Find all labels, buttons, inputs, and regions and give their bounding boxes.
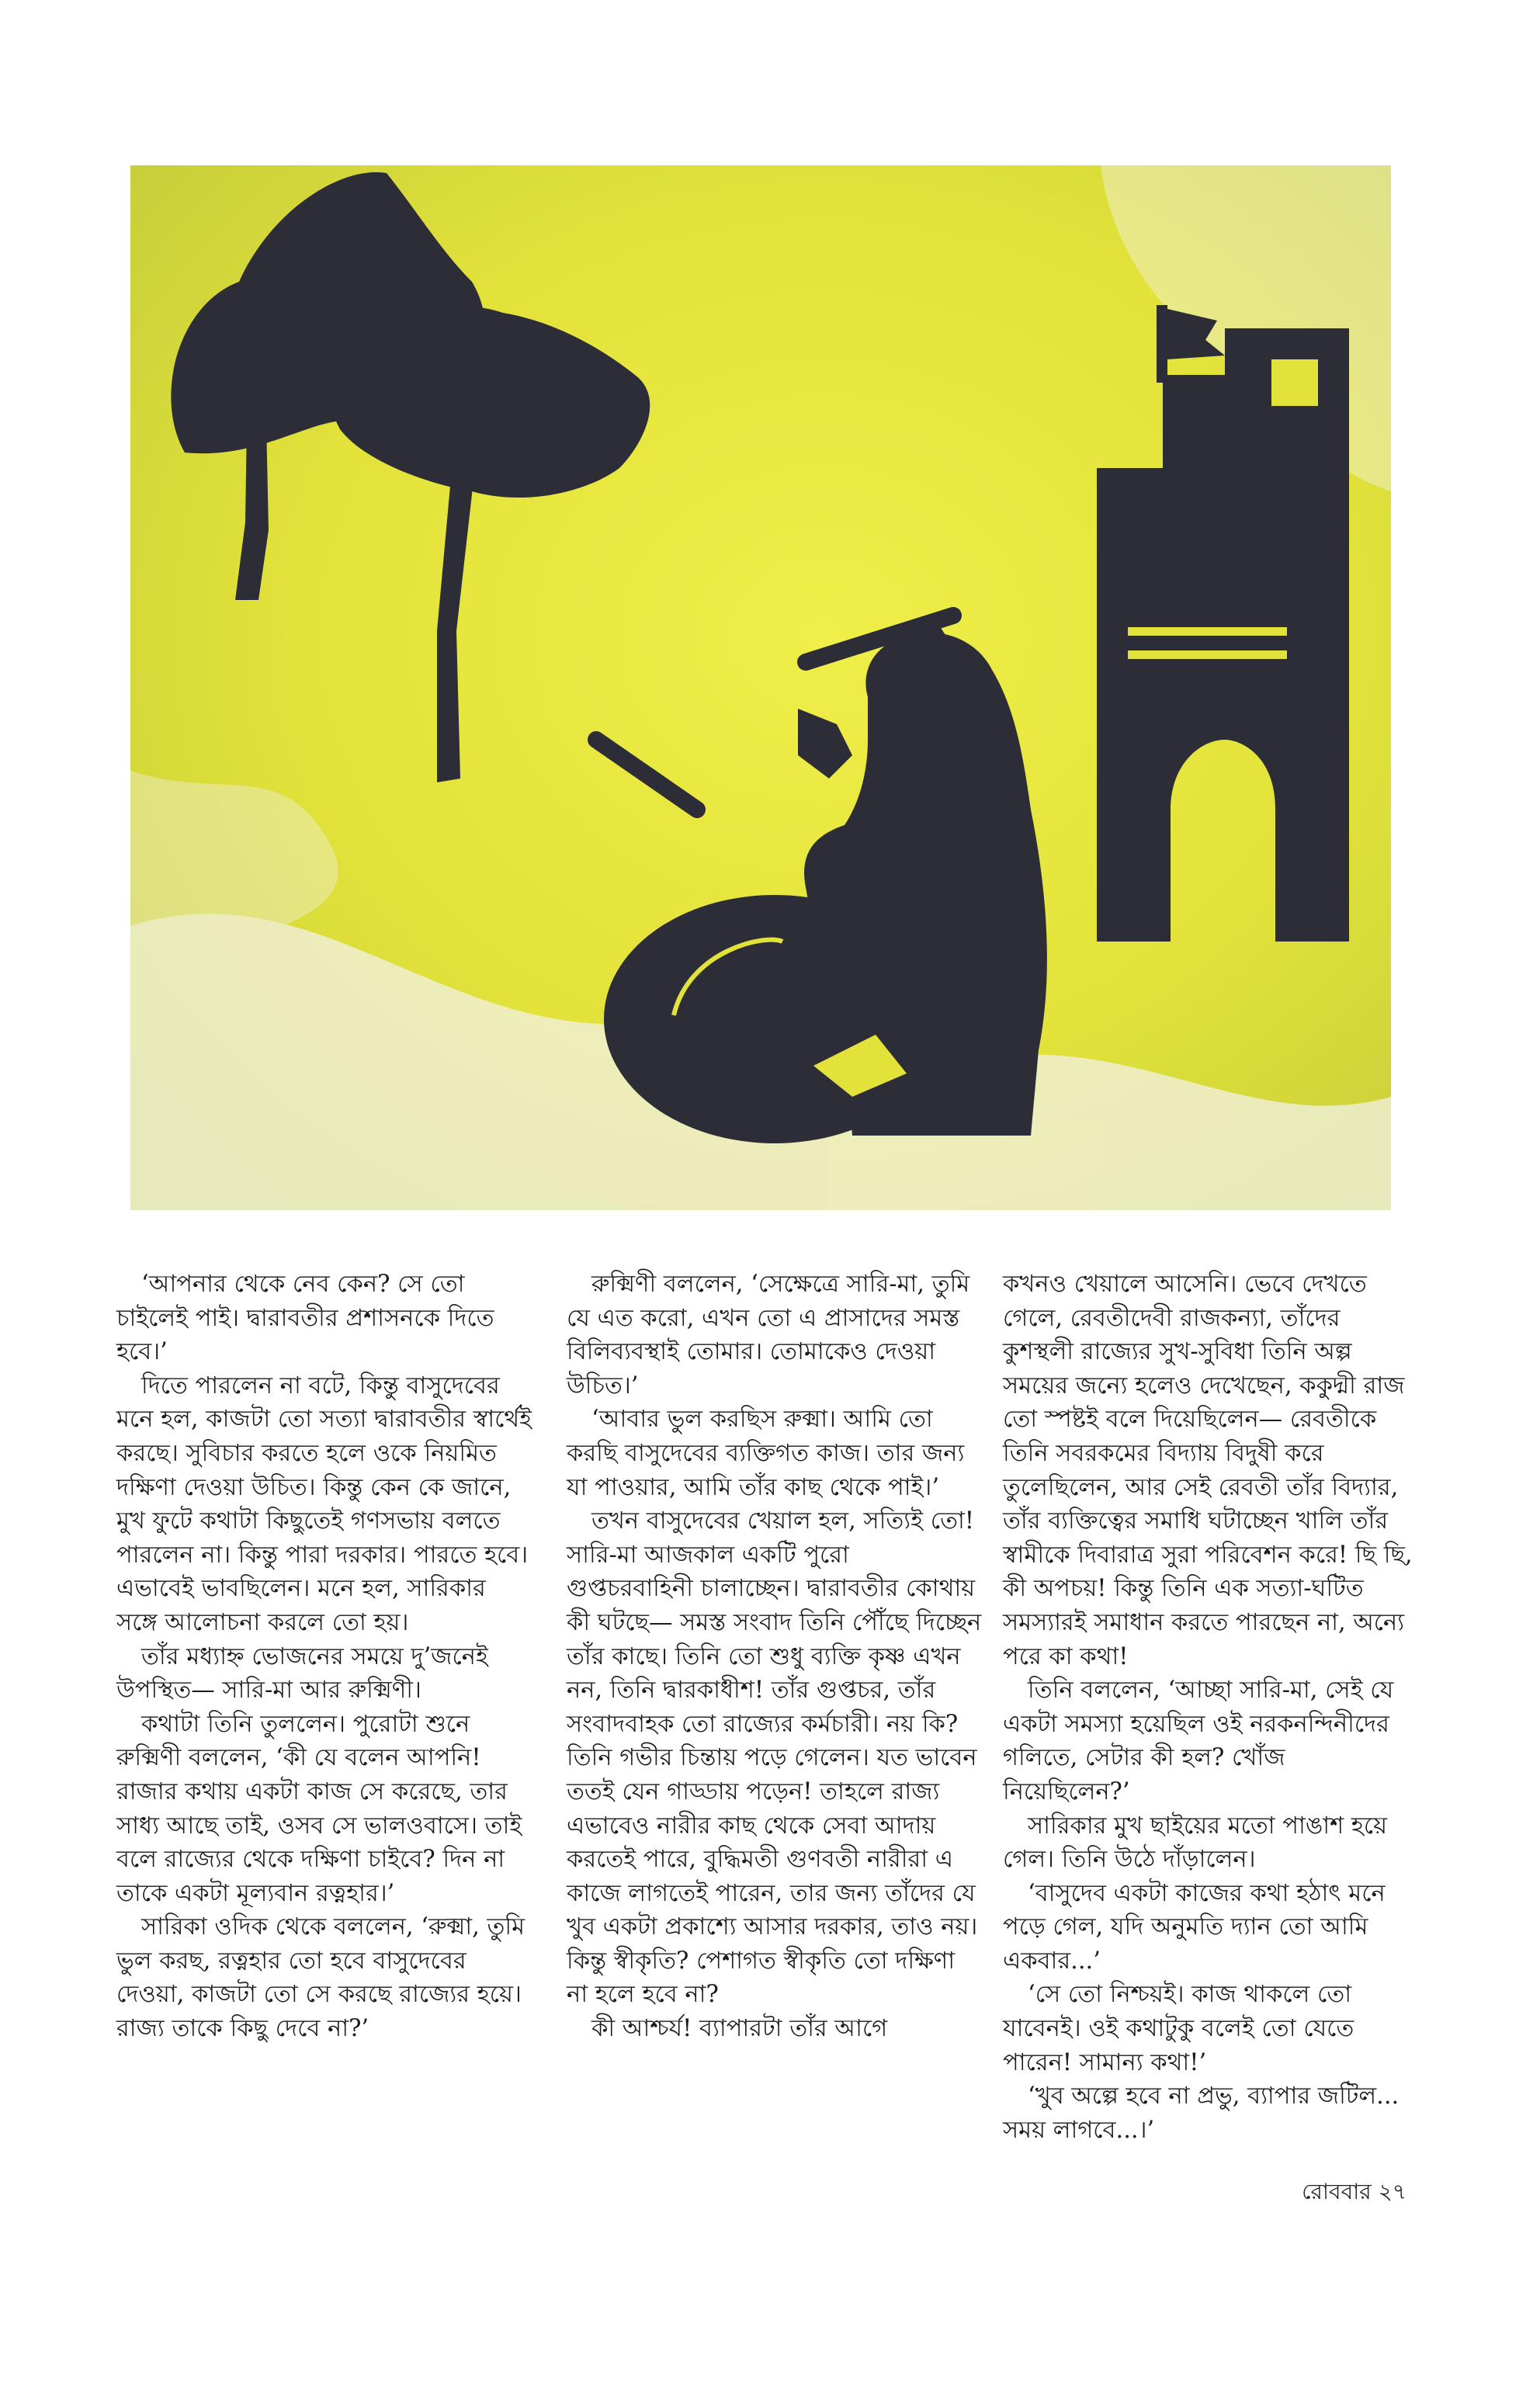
page-footer: রোববার ২৭ xyxy=(1302,2179,1406,2204)
paragraph: কী আশ্চর্য! ব্যাপারটা তাঁর আগে xyxy=(591,2015,888,2043)
text-column-2 xyxy=(567,1268,982,2046)
paragraph: ‘বাসুদেব একটা কাজের কথা হঠাৎ মনে পড়ে গেল, যদি অনুমতি দ্যান তো আমি একবার...’ xyxy=(1003,1879,1386,1975)
paragraph: রুক্মিণী বললেন, ‘সেক্ষেত্রে সারি-মা, তুমি যে এত করো, এখন তো এ প্রাসাদের সমস্ত বিলিব্যবস্থাই তোমার। তোমাকেও দেওয়া উচিত।’ xyxy=(567,1271,970,1399)
paragraph: কখনও খেয়ালে আসেনি। ভেবে দেখতে গেলে, রেবতীদেবী রাজকন্যা, তাঁদের কুশস্থলী রাজ্যের সুখ-সুবিধা তিনি অল্প সময়ের জন্যে হলেও দেখেছেন, ককুদ্মী রাজ তো স্পষ্টই বলে দিয়েছিলেন— রেবতীকে তিনি সবরকমের বিদ্যায় বিদুষী করে তুলেছিলেন, আর সেই রেবতী তাঁর বিদ্যার, তাঁর ব্যক্তিত্বের সমাধি ঘটাচ্ছেন খালি তাঁর স্বামীকে দিবারাত্র সুরা পরিবেশন করে! ছি ছি, কী অপচয়! কিন্তু তিনি এক সত্যা-ঘটিত সমস্যারই সমাধান করতে পারছেন না, অন্যে পরে কা কথা! xyxy=(1003,1271,1413,1670)
paragraph: কথাটা তিনি তুললেন। পুরোটা শুনে রুক্মিণী বললেন, ‘কী যে বলেন আপনি! রাজার কথায় একটা কাজ সে করেছে, তার সাধ্য আছে তাই, ওসব সে ভালওবাসে। তাই বলে রাজ্যের থেকে দক্ষিণা চাইবে? দিন না তাকে একটা মূল্যবান রত্নহার।’ xyxy=(116,1710,522,1907)
paragraph: সারিকা ওদিক থেকে বললেন, ‘রুক্মা, তুমি ভুল করছ, রত্নহার তো হবে বাসুদেবের দেওয়া, কাজটা তো সে করছে রাজ্যের হয়ে। রাজ্য তাকে কিছু দেবে না?’ xyxy=(116,1913,525,2043)
paragraph: সারিকার মুখ ছাইয়ের মতো পাঙাশ হয়ে গেল। তিনি উঠে দাঁড়ালেন। xyxy=(1003,1812,1388,1874)
paragraph: তাঁর মধ্যাহ্ন ভোজনের সময়ে দু’জনেই উপস্থিত— সারি-মা আর রুক্মিণী। xyxy=(116,1642,488,1705)
paragraph: তখন বাসুদেবের খেয়াল হল, সত্যিই তো! সারি-মা আজকাল একটি পুরো গুপ্তচরবাহিনী চালাচ্ছেন। দ্বারাবতীর কোথায় কী ঘটছে— সমস্ত সংবাদ তিনি পৌঁছে দিচ্ছেন তাঁর কাছে। তিনি তো শুধু ব্যক্তি কৃষ্ণ এখন নন, তিনি দ্বারকাধীশ! তাঁর গুপ্তচর, তাঁর সংবাদবাহক তো রাজ্যের কর্মচারী। নয় কি? তিনি গভীর চিন্তায় পড়ে গেলেন। যত ভাবেন ততই যেন গাড্ডায় পড়েন! তাহলে রাজ্য এভাবেও নারীর কাছ থেকে সেবা আদায় করতেই পারে, বুদ্ধিমতী গুণবতী নারীরা এ কাজে লাগতেই পারেন, তার জন্য তাঁদের যে খুব একটা প্রকাশ্যে আসার দরকার, তাও নয়। কিন্তু স্বীকৃতি? পেশাগত স্বীকৃতি তো দক্ষিণা না হলে হবে না? xyxy=(567,1507,982,2009)
paragraph: ‘খুব অল্পে হবে না প্রভু, ব্যাপার জটিল... সময় লাগবে...।’ xyxy=(1003,2083,1400,2144)
paragraph: ‘আপনার থেকে নেব কেন? সে তো চাইলেই পাই। দ্বারাবতীর প্রশাসনকে দিতে হবে।’ xyxy=(116,1271,494,1366)
text-column-3 xyxy=(1003,1268,1418,2147)
paragraph: তিনি বললেন, ‘আচ্ছা সারি-মা, সেই যে একটা সমস্যা হয়েছিল ওই নরকনন্দিনীদের গলিতে, সেটার কী হল? খোঁজ নিয়েছিলেন?’ xyxy=(1003,1677,1394,1805)
paragraph: ‘সে তো নিশ্চয়ই। কাজ থাকলে তো যাবেনই। ওই কথাটুকু বলেই তো যেতে পারেন! সামান্য কথা!’ xyxy=(1003,1981,1354,2076)
paragraph: ‘আবার ভুল করছিস রুক্মা। আমি তো করছি বাসুদেবের ব্যক্তিগত কাজ। তার জন্য যা পাওয়ার, আমি তাঁর কাছ থেকে পাই।’ xyxy=(567,1406,965,1501)
drum-icon xyxy=(604,895,945,1143)
story-illustration xyxy=(130,165,1391,1210)
text-column-1 xyxy=(116,1268,532,2046)
paper-cut-artwork xyxy=(130,165,1391,1210)
paragraph: দিতে পারলেন না বটে, কিন্তু বাসুদেবের মনে হল, কাজটা তো সত্যা দ্বারাবতীর স্বার্থেই করছে। সুবিচার করতে হলে ওকে নিয়মিত দক্ষিণা দেওয়া উচিত। কিন্তু কেন কে জানে, মুখ ফুটে কথাটা কিছুতেই গণসভায় বলতে পারলেন না। কিন্তু পারা দরকার। পারতে হবে। এভাবেই ভাবছিলেন। মনে হল, সারিকার সঙ্গে আলোচনা করলে তো হয়। xyxy=(116,1372,532,1636)
article-body xyxy=(116,1268,1420,2183)
